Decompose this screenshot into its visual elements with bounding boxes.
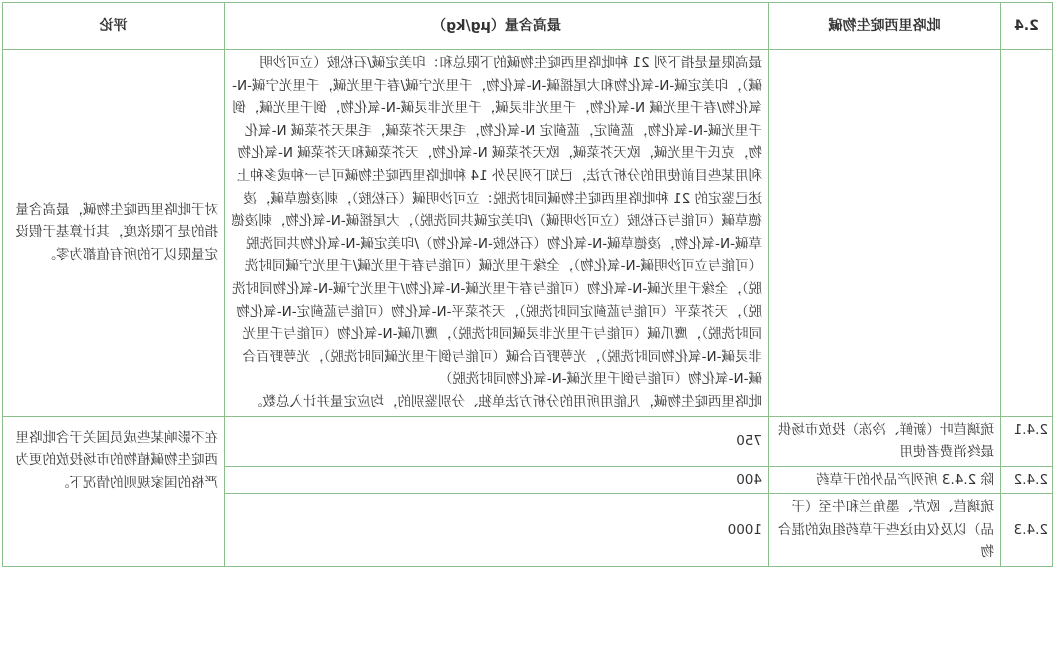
limit-paragraph-2: 利用某些目前使用的分析方法，已知下列另外 14 种吡咯里西啶生物碱可与一种或多种上述已鉴定的 21 种吡咯里西啶生物碱同时洗脱：立可沙明碱（石松胺），刺凌德草碱，凌德草碱（可能与石松胺（立可沙明碱）/印美定碱共同洗脱），大尾摇碱-N-氧化物，刺凌德草碱-N-氧化物，凌德草碱-N-氧化物（石松胺-N-氧化物）/印美定碱-N-氧化物共同洗脱（可能与立可沙明碱-N-氧化物），全缘千里光碱（可能与春千里光碱/千里光宁碱同时洗脱），全缘千里光碱-N-氧化物（可能与春千里光碱-N-氧化物/千里光宁碱-N-氧化物同时洗脱），天芥菜平（可能与蓝蓟定同时洗脱），天芥菜平-N-氧化物（可能与蓝蓟定-N-氧化物同时洗脱），鹰爪碱（可能与千里光非灵碱同时洗脱），鹰爪碱-N-氧化物（可能与千里光非灵碱-N-氧化物同时洗脱），光萼野百合碱（可能与倒千里光碱同时洗脱），光萼野百合碱-N-氧化物（可能与倒千里光碱-N-氧化物同时洗脱）	[231, 167, 762, 388]
comment-header: 评论	[3, 3, 225, 50]
comment-cell: 对于吡咯里西啶生物碱，最高含量指的是下限浓度，其计算基于假设定量限以下的所有值都为零。	[3, 50, 225, 417]
row-item: 琉璃苣叶（新鲜、冷冻）投放市场供最终消费者使用	[769, 416, 1001, 466]
category-header: 吡咯里西啶生物碱	[769, 3, 1001, 50]
limit-paragraph-1: 最高限量是指下列 21 种吡咯里西啶生物碱的下限总和：印美定碱/石松胺（立可沙明碱），印美定碱-N-氧化物和大尾摇碱-N-氧化物，千里光宁碱/春千里光碱，千里光宁碱-N-氧化物/春千里光碱 N-氧化物，千里光非灵碱，千里光非灵碱-N-氧化物，倒千里光碱，倒千里光碱-N-氧化物，蓝蓟定，蓝蓟定 N-氧化物，毛果天芥菜碱，毛果天芥菜碱 N-氧化物，克氏千里光碱，欧天芥菜碱，欧天芥菜碱 N-氧化物，天芥菜碱和天芥菜碱 N-氧化物	[232, 55, 762, 162]
header-row	[3, 3, 1053, 50]
empty-item-cell	[769, 50, 1001, 417]
row-number: 2.4.2	[1001, 466, 1053, 494]
regulation-table	[2, 2, 1053, 567]
row-value: 750	[225, 416, 769, 466]
empty-num-cell	[1001, 50, 1053, 417]
page	[0, 2, 1056, 664]
limit-paragraph-3: 吡咯里西啶生物碱，凡能用所用的分析方法单独、分别鉴别的，均应定量并计入总数。	[249, 393, 762, 410]
table-row	[3, 416, 1053, 466]
limit-definition-cell	[225, 50, 769, 417]
section-number: 2.4	[1001, 3, 1053, 50]
lower-comment-cell: 在不影响某些成员国关于含吡咯里西啶生物碱植物的市场投放的更为严格的国家规则的情况下。	[3, 416, 225, 567]
row-number: 2.4.1	[1001, 416, 1053, 466]
row-number: 2.4.3	[1001, 494, 1053, 567]
row-value: 400	[225, 466, 769, 494]
row-item: 除 2.4.3 所列产品外的干草药	[769, 466, 1001, 494]
max-content-header: 最高含量（μg/kg）	[225, 3, 769, 50]
row-value: 1000	[225, 494, 769, 567]
main-row	[3, 50, 1053, 417]
row-item: 琉璃苣、欧芹、墨角兰和牛至（干品）以及仅由这些干草药组成的混合物	[769, 494, 1001, 567]
